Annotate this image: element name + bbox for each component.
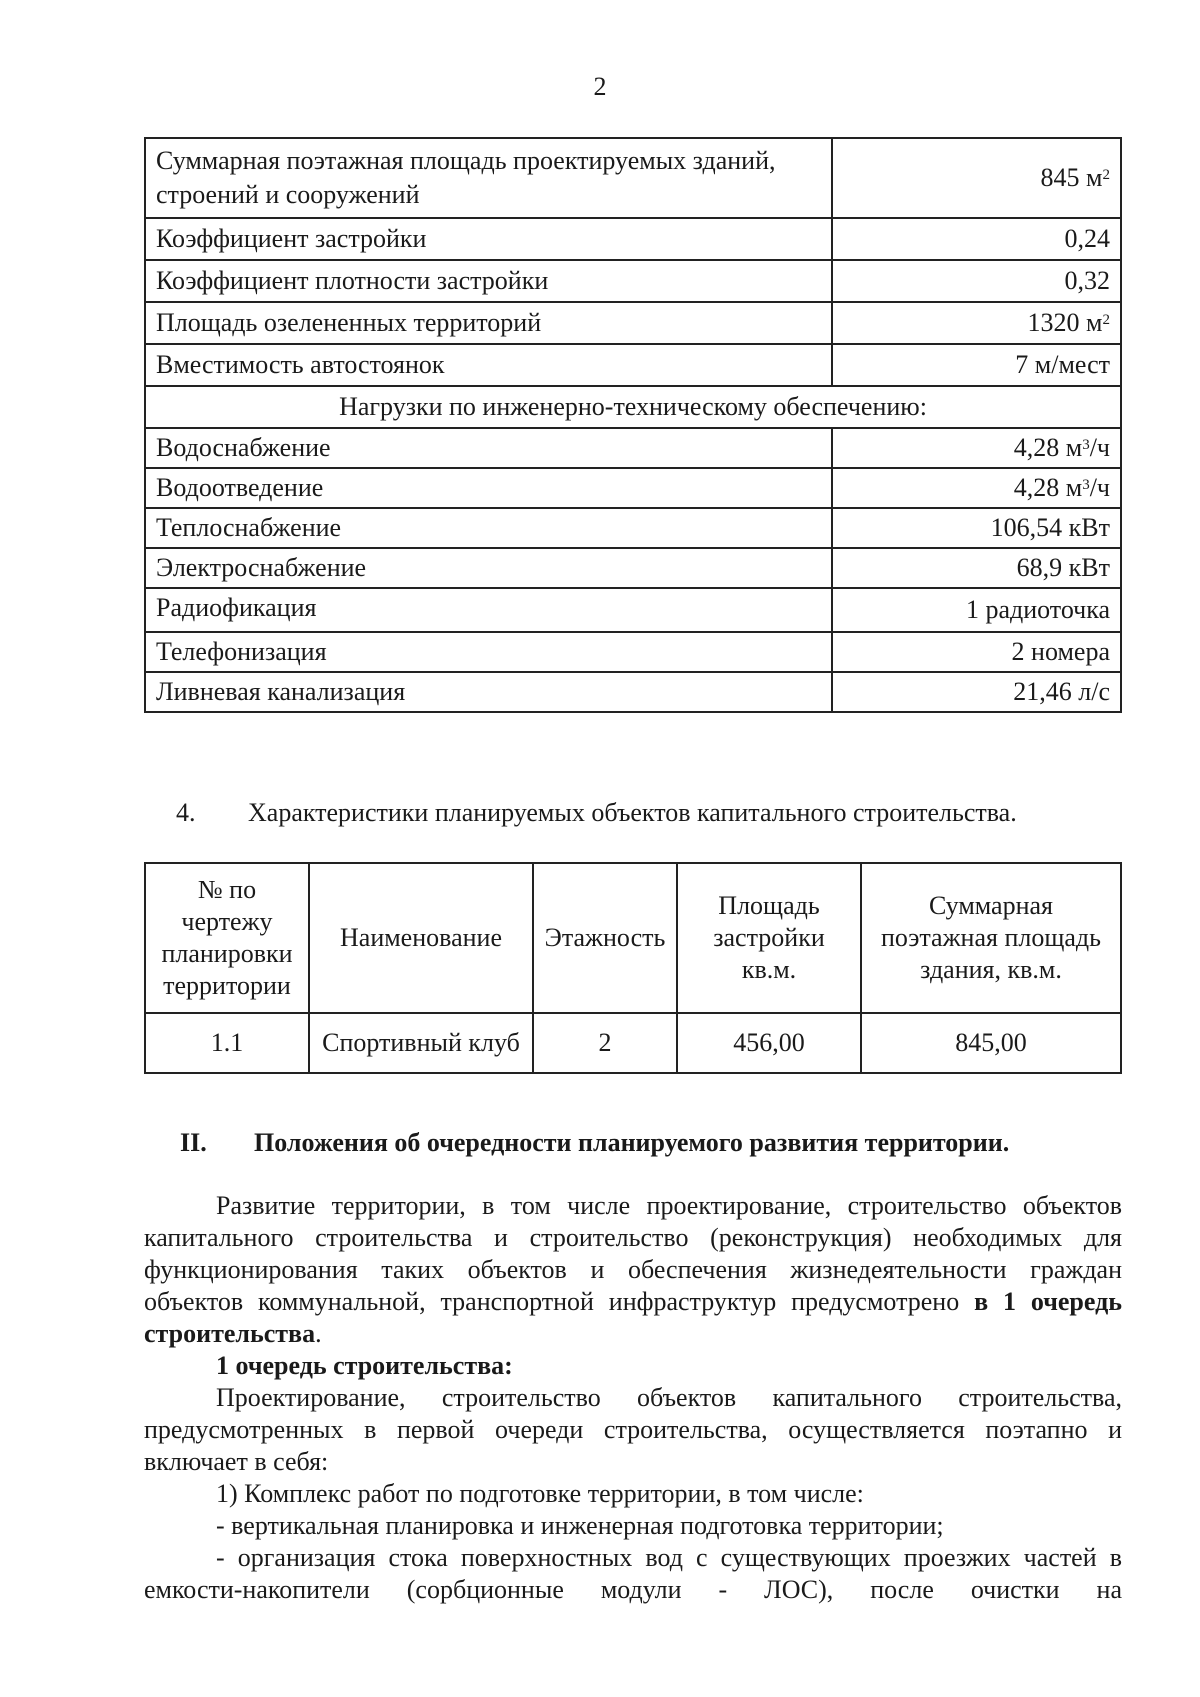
indicator-value-text: 106,54 кВт [990,513,1110,542]
section-ii-title: Положения об очередности планируемого развития территории. [254,1128,1010,1157]
cell-area: 456,00 [677,1013,861,1073]
paragraph-5: - организация стока поверхностных вод с существующих проезжих частей в емкости-накопители (сорбционные модули - ЛОС), после очистки на [144,1543,1122,1604]
indicator-value [832,138,1121,218]
indicator-label: Теплоснабжение [145,508,832,548]
section-header-row [145,386,1121,428]
header-cell: Наименование [309,863,533,1013]
indicator-label: Радиофикация [145,588,832,632]
indicator-value-text: 1320 м [1027,308,1103,337]
indicator-value [832,218,1121,260]
indicator-value-exponent: 3 [1082,437,1090,453]
paragraph-2: Проектирование, строительство объектов капитального строительства, предусмотренных в первой очереди строительства, осуществляется поэтапно и включает в себя: [144,1383,1122,1476]
objects-table-header-row [145,863,1121,1013]
paragraph-1-end: . [315,1319,322,1348]
section-4-heading [176,798,1017,828]
indicator-row [145,632,1121,672]
indicator-label: Коэффициент застройки [145,218,832,260]
subheading-text: 1 очередь строительства: [216,1351,513,1380]
indicator-row [145,508,1121,548]
indicator-row [145,302,1121,344]
indicator-value-unit: /ч [1089,473,1110,502]
indicator-value-text: 21,46 л/с [1013,677,1110,706]
indicator-value [832,672,1121,712]
paragraph-1 [144,1190,1122,1350]
page-number: 2 [593,72,607,101]
indicator-label: Площадь озелененных территорий [145,302,832,344]
header-cell: Этажность [533,863,677,1013]
indicator-row [145,344,1121,386]
objects-table-row [145,1013,1121,1073]
indicator-row [145,548,1121,588]
section-header-cell: Нагрузки по инженерно-техническому обеспечению: [145,386,1121,428]
indicator-value-exponent: 2 [1102,312,1110,328]
cell-name: Спортивный клуб [309,1013,533,1073]
indicator-label: Электроснабжение [145,548,832,588]
indicator-label: Водоотведение [145,468,832,508]
indicator-value [832,302,1121,344]
header-cell: Площадь застройки кв.м. [677,863,861,1013]
indicator-label: Телефонизация [145,632,832,672]
indicator-label: Коэффициент плотности застройки [145,260,832,302]
indicator-row [145,260,1121,302]
indicator-value-exponent: 2 [1102,167,1110,183]
indicator-value [832,344,1121,386]
indicator-value-text: 4,28 м [1013,433,1083,462]
indicator-label: Водоснабжение [145,428,832,468]
indicator-value [832,468,1121,508]
paragraph-1-text: Развитие территории, в том числе проектирование, строительство объектов капитального строительства и строительство (реконструкция) необходимых для функционирования таких объектов и обеспечения жизнедеятельности граждан объектов коммунальной, транспортной инфраструктур предусмотрено [144,1191,1122,1316]
paragraph-3: 1) Комплекс работ по подготовке территории, в том числе: [216,1479,864,1508]
indicator-value [832,260,1121,302]
indicator-value-text: 0,24 [1064,224,1110,253]
header-cell: Суммарная поэтажная площадь здания, кв.м. [861,863,1121,1013]
cell-floors: 2 [533,1013,677,1073]
section-ii-number: II. [180,1128,207,1157]
indicator-value [832,548,1121,588]
cell-total-area: 845,00 [861,1013,1121,1073]
indicator-value-text: 7 м/мест [1015,350,1110,379]
indicator-value [832,428,1121,468]
indicator-row [145,428,1121,468]
indicator-value [832,588,1121,632]
indicator-row [145,138,1121,218]
section-4-title: Характеристики планируемых объектов капитального строительства. [248,798,1017,827]
indicator-value-text: 1 радиоточка [965,595,1110,624]
body-text [144,1190,1122,1606]
indicator-value-unit: /ч [1089,433,1110,462]
indicator-value-text: 4,28 м [1013,473,1083,502]
indicator-label: Ливневая канализация [145,672,832,712]
indicator-label: Суммарная поэтажная площадь проектируемых зданий, строений и сооружений [145,138,832,218]
indicator-value-text: 0,32 [1064,266,1110,295]
indicator-row [145,468,1121,508]
indicators-table [144,137,1122,713]
cell-number: 1.1 [145,1013,309,1073]
indicator-label: Вместимость автостоянок [145,344,832,386]
indicator-value-exponent: 3 [1082,477,1090,493]
indicator-row [145,218,1121,260]
indicator-row [145,672,1121,712]
indicator-value-text: 68,9 кВт [1016,553,1110,582]
indicator-value [832,632,1121,672]
paragraph-4: - вертикальная планировка и инженерная подготовка территории; [216,1511,944,1540]
subheading [144,1350,1122,1382]
header-cell: № по чертежу планировки территории [145,863,309,1013]
indicator-value [832,508,1121,548]
indicator-row [145,588,1121,632]
objects-table [144,862,1122,1074]
section-ii-heading [180,1128,1009,1158]
paragraph-1-bold: в 1 очередь строительства [144,1287,1122,1348]
indicator-value-text: 845 м [1040,163,1103,192]
indicator-value-text: 2 номера [1011,637,1110,666]
section-4-number: 4. [176,798,196,827]
